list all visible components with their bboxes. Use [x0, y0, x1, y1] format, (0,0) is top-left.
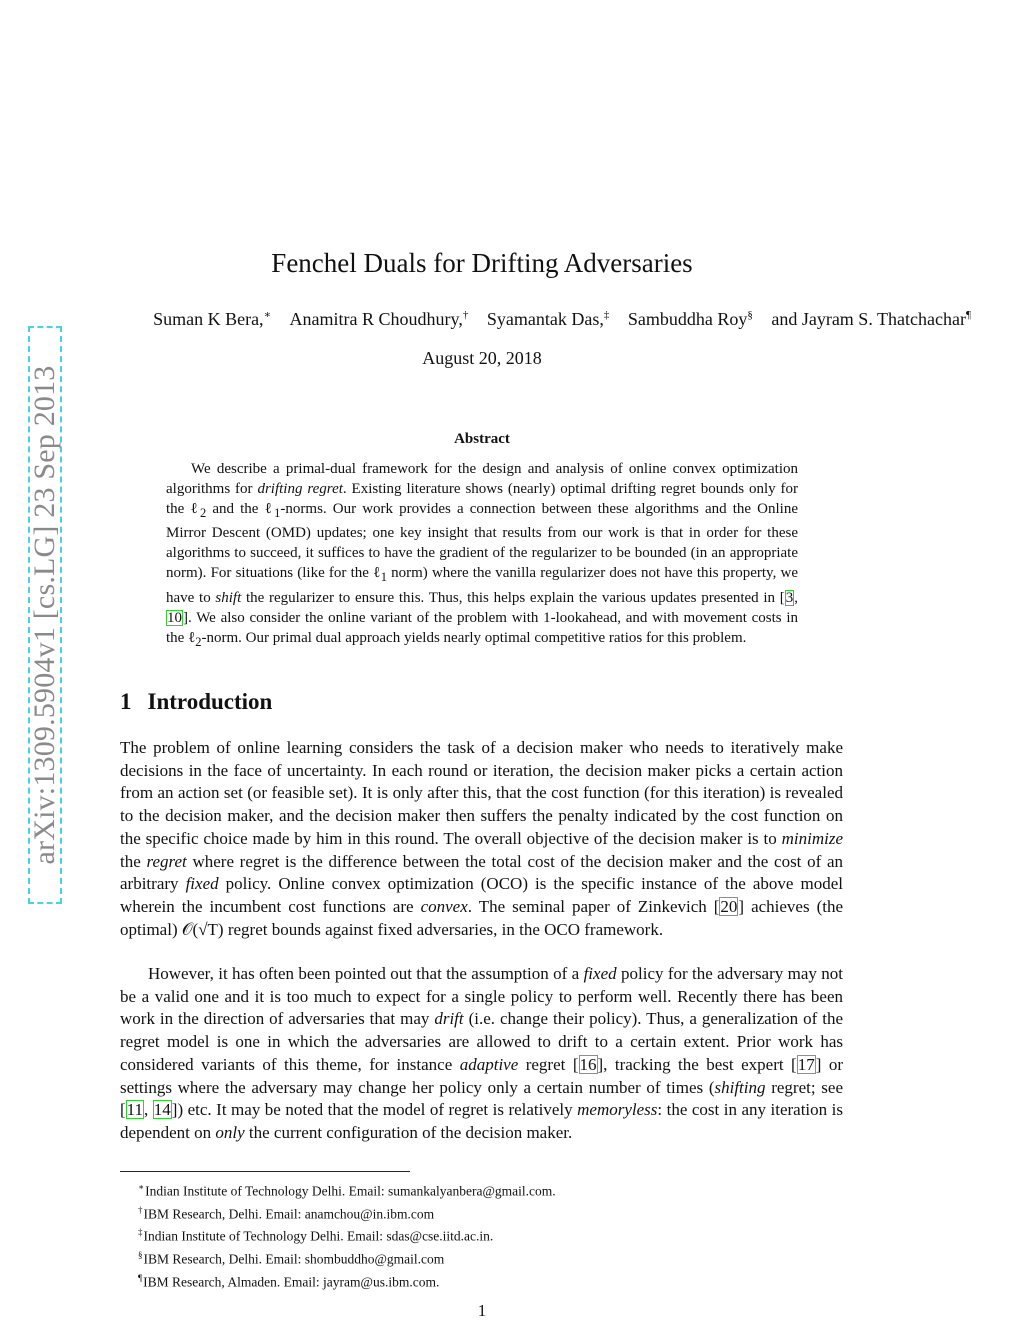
arxiv-stamp: arXiv:1309.5904v1 [cs.LG] 23 Sep 2013: [28, 365, 61, 865]
citation-link[interactable]: 20: [720, 896, 738, 916]
footnote: ∗Indian Institute of Technology Delhi. Email: sumankalyanbera@gmail.com.: [138, 1182, 556, 1199]
citation-link[interactable]: 11: [126, 1100, 144, 1120]
footnote: ¶IBM Research, Almaden. Email: jayram@us.ibm.com.: [138, 1272, 440, 1290]
abstract-heading: Abstract: [454, 431, 510, 447]
footnote: ‡Indian Institute of Technology Delhi. Email: sdas@cse.iitd.ac.in.: [138, 1227, 494, 1244]
citation-link[interactable]: 14: [153, 1100, 171, 1120]
section-heading: 1 Introduction: [120, 689, 273, 714]
author: Sambuddha Roy§: [627, 309, 753, 329]
intro-paragraph-1: The problem of online learning considers the task of a decision maker who needs to iteratively make decisions in the face of uncertainty. In each round or iteration, the decision maker picks a certain action from an action set (or feasible set). It is only after this, that the cost function (for this iteration) is revealed to the decision maker, and the decision maker then suffers the penalty indicated by the cost function on the specific choice made by him in this round. The overall objective of the decision maker is to minimize the regret where regret is the difference between the total cost of the decision maker and the cost of an arbitrary fixed policy. Online convex optimization (OCO) is the specific instance of the above model wherein the incumbent cost functions are convex. The seminal paper of Zinkevich [20] achieves (the optimal) 𝒪(√T) regret bounds against fixed adversaries, in the OCO framework.: [120, 738, 843, 939]
author: Anamitra R Choudhury,†: [289, 309, 469, 329]
intro-paragraph-2: However, it has often been pointed out that the assumption of a fixed policy for the adversary may not be a valid one and it is too much to expect for a single policy to perform well. Recently there has been work in the direction of adversaries that may drift (i.e. change their policy). Thus, a generalization of the regret model is one in which the adversaries are allowed to drift to a certain extent. Prior work has considered variants of this theme, for instance adaptive regret [16], tracking the best expert [17] or settings where the adversary may change her policy only a certain number of times (shifting regret; see [11, 14]) etc. It may be noted that the model of regret is relatively memoryless: the cost in any iteration is dependent on only the current configuration of the decision maker.: [120, 964, 844, 1142]
citation-link[interactable]: 10: [167, 609, 182, 626]
author: Syamantak Das,‡: [486, 309, 610, 329]
author: Suman K Bera,∗: [153, 309, 272, 329]
author: and Jayram S. Thatchachar¶: [771, 309, 971, 329]
footnote-rule: [120, 1171, 410, 1172]
citation-link[interactable]: 3: [785, 589, 794, 606]
page-number: 1: [477, 1301, 487, 1320]
citation-link[interactable]: 17: [797, 1054, 815, 1074]
author-list: [0, 308, 1024, 330]
abstract-text: We describe a primal-dual framework for the design and analysis of online convex optimization algorithms for drifting regret. Existing literature shows (nearly) optimal drifting regret bounds only for the ℓ$_2$ and the ℓ$_1$-norms. Our work provides a connection between these algorithms and the Online Mirror Descent (OMD) updates; one key insight that results from our work is that in order for these algorithms to succeed, it suffices to have the gradient of the regularizer to be bounded (in an appropriate norm). For situations (like for the ℓ$_1$ norm) where the vanilla regularizer does not have this property, we have to shift the regularizer to ensure this. Thus, this helps explain the various updates presented in [3, 10]. We also consider the online variant of the problem with 1-lookahead, and with movement costs in the ℓ$_2$-norm. Our primal dual approach yields nearly optimal competitive ratios for this problem.: [166, 461, 799, 649]
footnotes: [138, 1178, 556, 1292]
paper-date: August 20, 2018: [422, 348, 542, 368]
footnote: †IBM Research, Delhi. Email: anamchou@in.ibm.com: [138, 1204, 435, 1222]
paper-title: Fenchel Duals for Drifting Adversaries: [271, 248, 693, 278]
citation-link[interactable]: 16: [579, 1054, 597, 1074]
footnote: §IBM Research, Delhi. Email: shombuddho@gmail.com: [138, 1250, 445, 1267]
